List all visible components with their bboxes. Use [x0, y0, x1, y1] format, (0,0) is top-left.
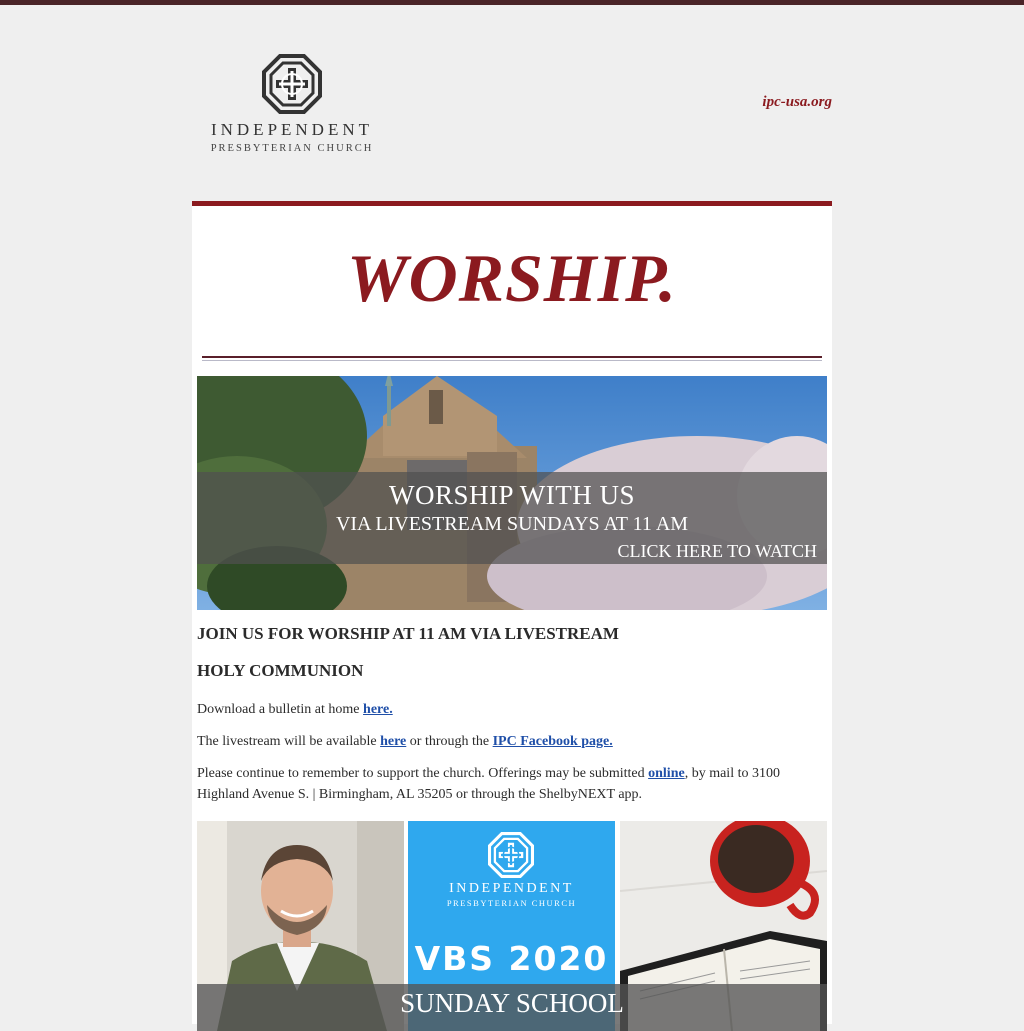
watch-link[interactable]: CLICK HERE TO WATCH	[617, 541, 817, 561]
communion-heading: HOLY COMMUNION	[197, 661, 364, 680]
vbs-logo-name: INDEPENDENT	[449, 881, 574, 896]
livestream-link[interactable]: here	[380, 734, 407, 749]
email-header	[192, 40, 832, 180]
banner-title: WORSHIP WITH US	[388, 480, 635, 510]
bulletin-paragraph	[197, 699, 827, 720]
online-giving-link[interactable]: online	[648, 766, 685, 781]
celtic-cross-icon	[488, 832, 534, 878]
sunday-school-label[interactable]: SUNDAY SCHOOL	[400, 988, 624, 1018]
vbs-title: VBS 2020	[414, 939, 609, 978]
livestream-paragraph	[197, 731, 827, 752]
feature-tiles	[197, 821, 827, 1031]
bulletin-text: Download a bulletin at home	[197, 702, 364, 717]
livestream-banner[interactable]	[197, 376, 827, 610]
bulletin-link[interactable]: here.	[363, 702, 393, 717]
offering-text-1: Please continue to remember to support the church. Offerings may be submitted	[197, 766, 649, 781]
top-accent-bar	[0, 0, 1024, 5]
livestream-text-2: or through the	[406, 734, 493, 749]
vbs-logo-subtitle: PRESBYTERIAN CHURCH	[446, 898, 577, 908]
site-link[interactable]: ipc-usa.org	[762, 94, 832, 110]
worship-heading: JOIN US FOR WORSHIP AT 11 AM VIA LIVESTREAM	[197, 624, 619, 643]
church-logo[interactable]	[202, 54, 382, 154]
livestream-text-1: The livestream will be available	[197, 734, 381, 749]
banner-subtitle: VIA LIVESTREAM SUNDAYS AT 11 AM	[335, 513, 689, 535]
divider	[202, 356, 822, 361]
logo-name: INDEPENDENT	[210, 120, 374, 139]
offering-paragraph	[197, 763, 827, 805]
logo-subtitle: PRESBYTERIAN CHURCH	[210, 143, 374, 154]
facebook-link[interactable]: IPC Facebook page.	[492, 734, 613, 749]
celtic-cross-icon	[262, 54, 322, 114]
offering-text-2: , by mail to 3100 Highland Avenue S. | Birmingham, AL 35205 or through the ShelbyNEXT app.	[197, 766, 780, 802]
content-card	[192, 201, 832, 1024]
page-title: WORSHIP.	[347, 240, 677, 316]
